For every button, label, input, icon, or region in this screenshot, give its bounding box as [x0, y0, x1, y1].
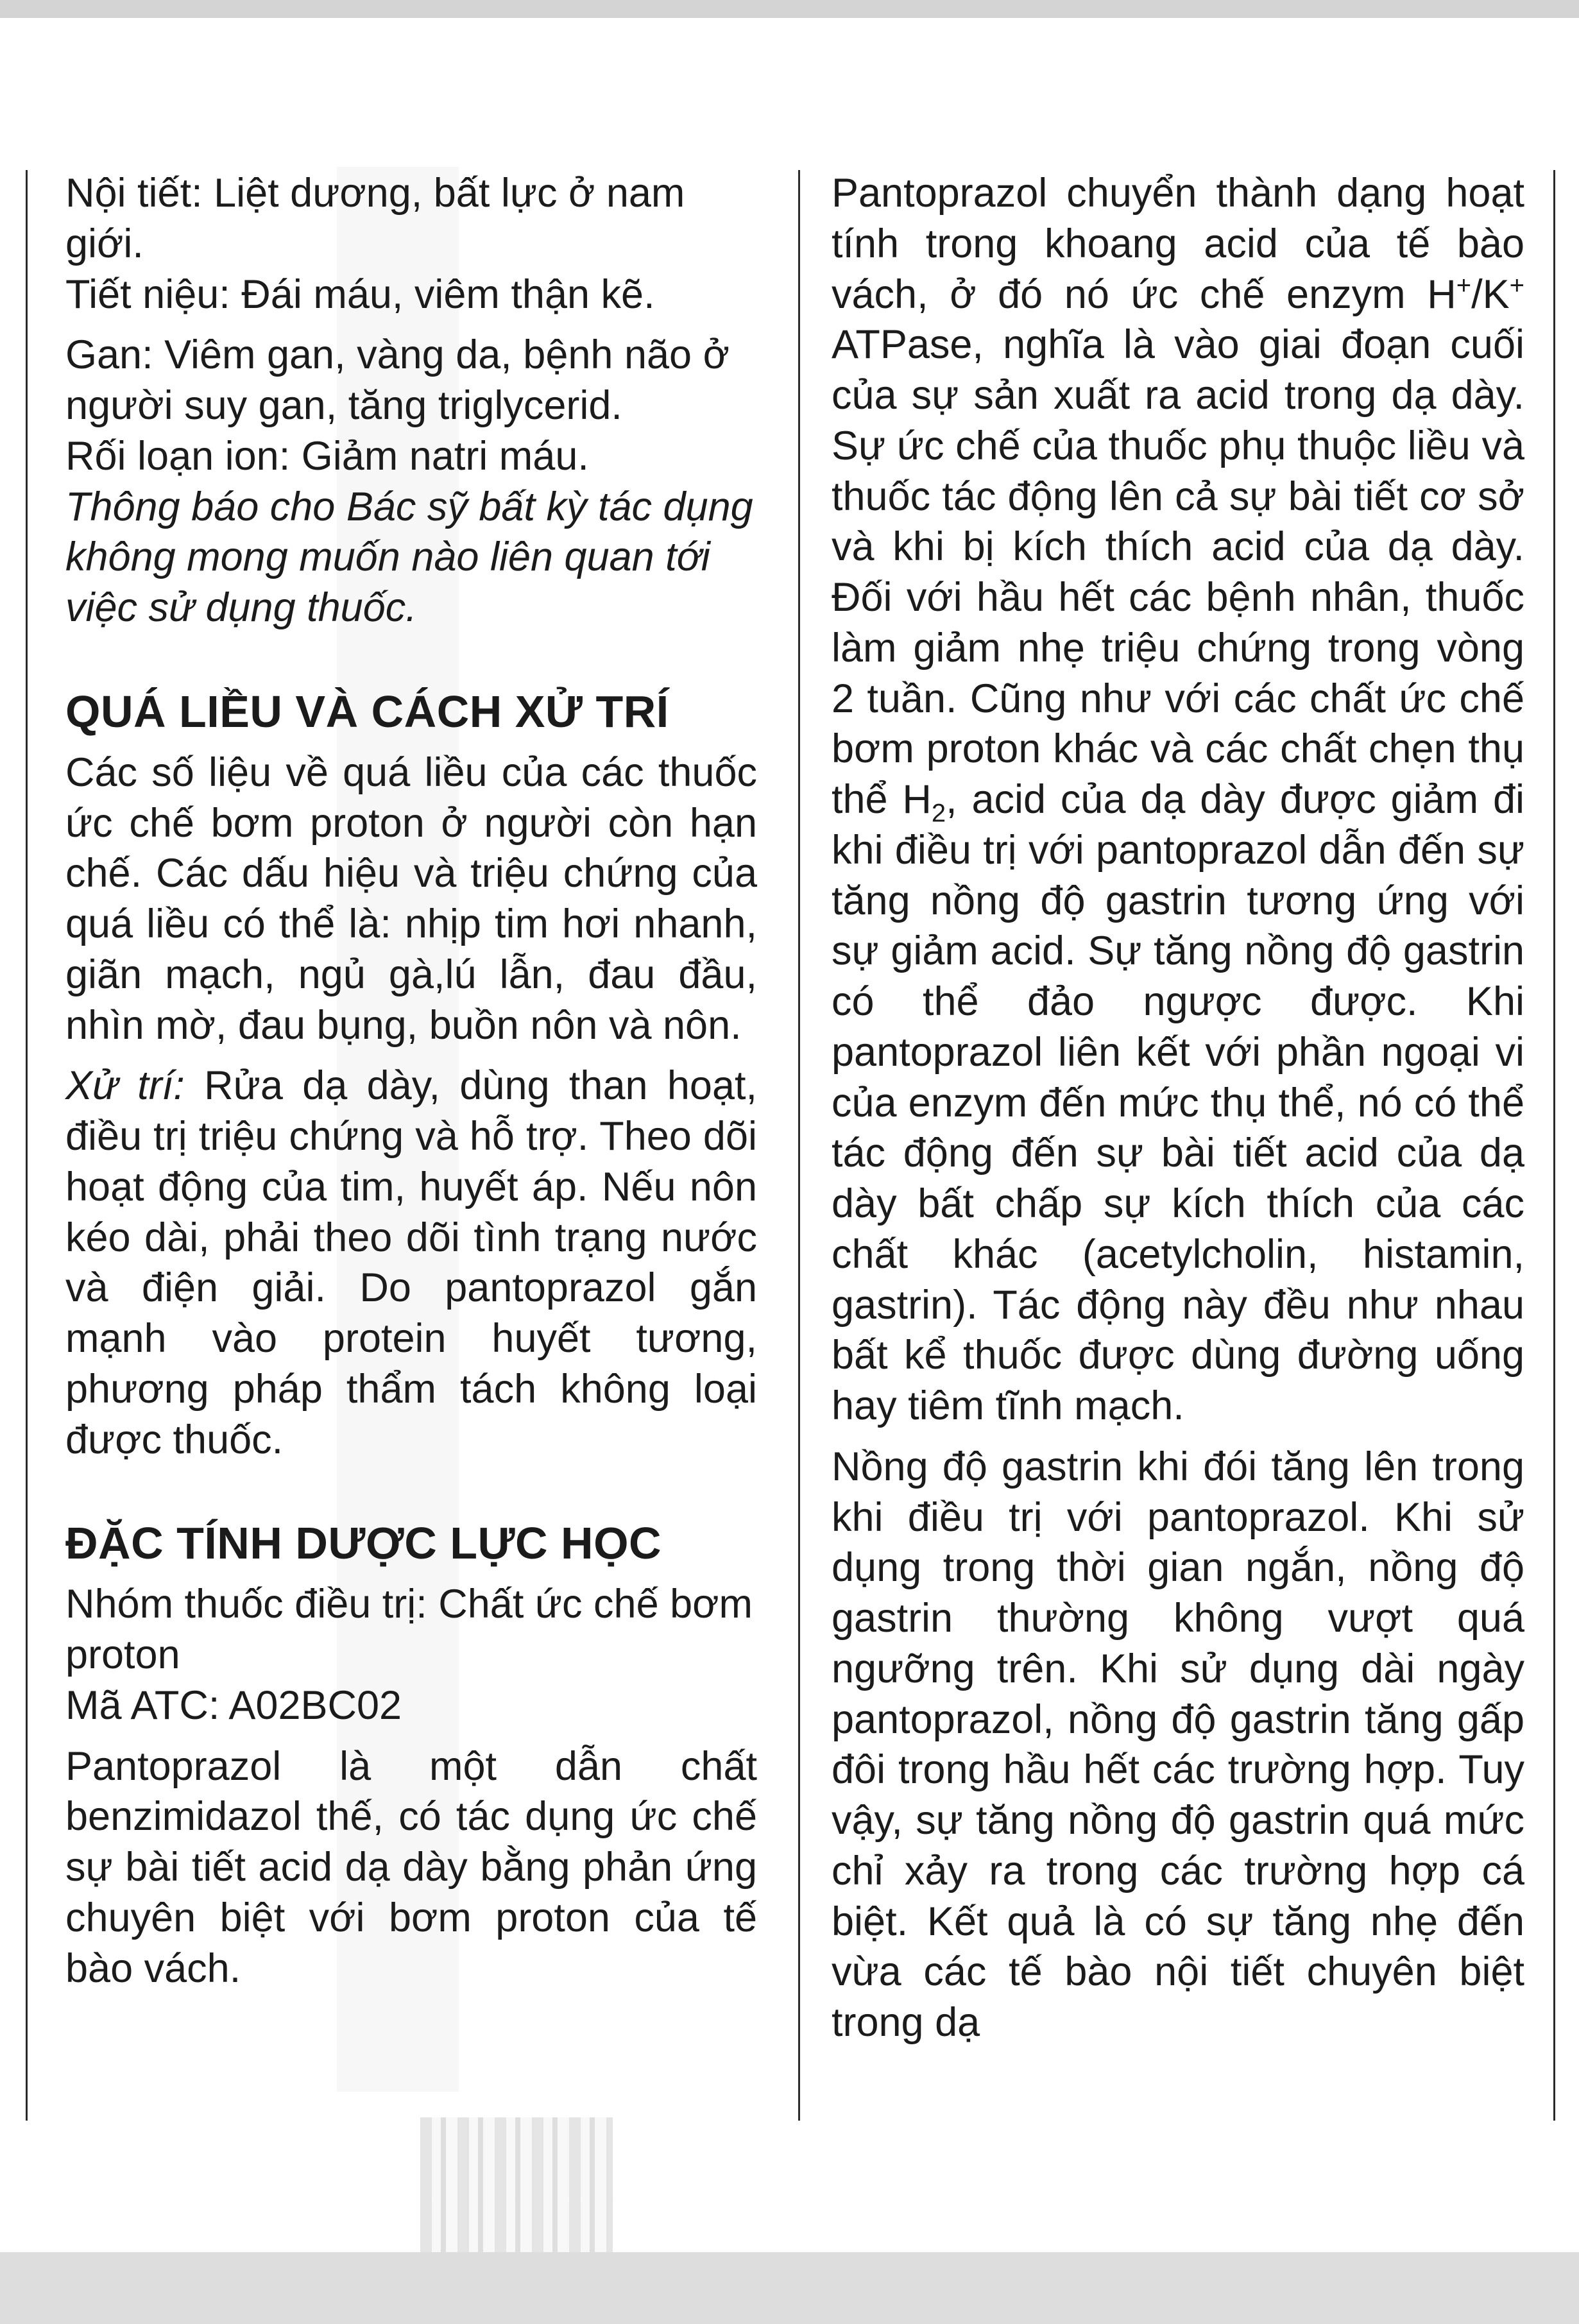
mechanism-text-3: , acid của dạ dày được giảm đi khi điều trị với pantoprazol dẫn đến sự tăng nồng độ gastrin tương ứng với sự giảm acid. Sự tăng nồng độ gastrin có thể đảo ngược được. Khi pantoprazol liên kết với phần ngoại vi của enzym đến mức thụ thể, nó có thể tác động đến sự bài tiết acid của dạ dày bất chấp sự kích thích của các chất khác (acetylcholin, histamin, gastrin). Tác động này đều như nhau bất kể thuốc được dùng đường uống hay tiêm tĩnh mạch. — [832, 777, 1524, 1428]
overdose-heading: QUÁ LIỀU VÀ CÁCH XỬ TRÍ — [65, 686, 669, 737]
gastrin-paragraph: Nồng độ gastrin khi đói tăng lên trong khi điều trị với pantoprazol. Khi sử dụng trong thời gian ngắn, nồng độ gastrin thường không vượt quá ngưỡng trên. Khi sử dụng dài ngày pantoprazol, nồng độ gastrin tăng gấp đôi trong hầu hết các trường hợp. Tuy vậy, sự tăng nồng độ gastrin quá mức chỉ xảy ra trong các trường hợp cá biệt. Kết quả là có sự tăng nhẹ đến vừa các tế bào nội tiết chuyên biệt trong dạ — [832, 1444, 1524, 2045]
pharmacodynamics-heading: ĐẶC TÍNH DƯỢC LỰC HỌC — [65, 1518, 662, 1569]
noi-tiet-text: Nội tiết: Liệt dương, bất lực ở nam giới. — [65, 171, 685, 266]
subscript-two: 2 — [931, 799, 946, 828]
superscript-plus-1: + — [1456, 271, 1472, 300]
scan-top-border — [0, 0, 1579, 18]
right-column — [832, 168, 1524, 2048]
atc-code-text: Mã ATC: A02BC02 — [65, 1682, 402, 1728]
gan-text: Gan: Viêm gan, vàng da, bệnh não ở người suy gan, tăng triglycerid. — [65, 332, 730, 428]
mechanism-paragraph — [832, 168, 1524, 1431]
treatment-text: Rửa dạ dày, dùng than hoạt, điều trị triệu chứng và hỗ trợ. Theo dõi hoạt động của tim, huyết áp. Nếu nôn kéo dài, phải theo dõi tình trạng nước và điện giải. Do pantoprazol gắn mạnh vào protein huyết tương, phương pháp thẩm tách không loại được thuốc. — [65, 1063, 757, 1462]
tiet-nieu-text: Tiết niệu: Đái máu, viêm thận kẽ. — [65, 271, 655, 317]
superscript-plus-2: + — [1509, 271, 1524, 300]
notify-doctor-text: Thông báo cho Bác sỹ bất kỳ tác dụng không mong muốn nào liên quan tới việc sử dụng thuốc. — [65, 484, 753, 630]
overdose-text: Các số liệu về quá liều của các thuốc ức chế bơm proton ở người còn hạn chế. Các dấu hiệu và triệu chứng của quá liều có thể là: nhịp tim hơi nhanh, giãn mạch, ngủ gà,lú lẫn, đau đầu, nhìn mờ, đau bụng, buồn nôn và nôn. — [65, 749, 757, 1048]
treatment-paragraph — [65, 1061, 757, 1465]
mechanism-slash-k: /K — [1471, 271, 1510, 317]
scan-bottom-border — [0, 2252, 1579, 2324]
mechanism-text-1: Pantoprazol chuyển thành dạng hoạt tính trong khoang acid của tế bào vách, ở đó nó ức chế enzym H — [832, 171, 1524, 317]
column-divider — [798, 170, 800, 2121]
barcode-shadow — [420, 2117, 613, 2252]
pantoprazol-intro-text: Pantoprazol là một dẫn chất benzimidazol thế, có tác dụng ức chế sự bài tiết acid dạ dày bằng phản ứng chuyên biệt với bơm proton của tế bào vách. — [65, 1743, 757, 1991]
left-column-rule — [26, 170, 28, 2121]
treatment-label: Xử trí: — [65, 1063, 185, 1109]
right-column-rule — [1553, 170, 1555, 2121]
roi-loan-ion-text: Rối loạn ion: Giảm natri máu. — [65, 433, 589, 479]
drug-group-text: Nhóm thuốc điều trị: Chất ức chế bơm proton — [65, 1582, 753, 1677]
mechanism-text-2: ATPase, nghĩa là vào giai đoạn cuối của sự sản xuất ra acid trong dạ dày. Sự ức chế của thuốc phụ thuộc liều và thuốc tác động lên cả sự bài tiết cơ sở và khi bị kích thích acid của dạ dày. Đối với hầu hết các bệnh nhân, thuốc làm giảm nhẹ triệu chứng trong vòng 2 tuần. Cũng như với các chất ức chế bơm proton khác và các chất chẹn thụ thể H — [832, 322, 1524, 822]
left-column — [65, 168, 757, 1994]
